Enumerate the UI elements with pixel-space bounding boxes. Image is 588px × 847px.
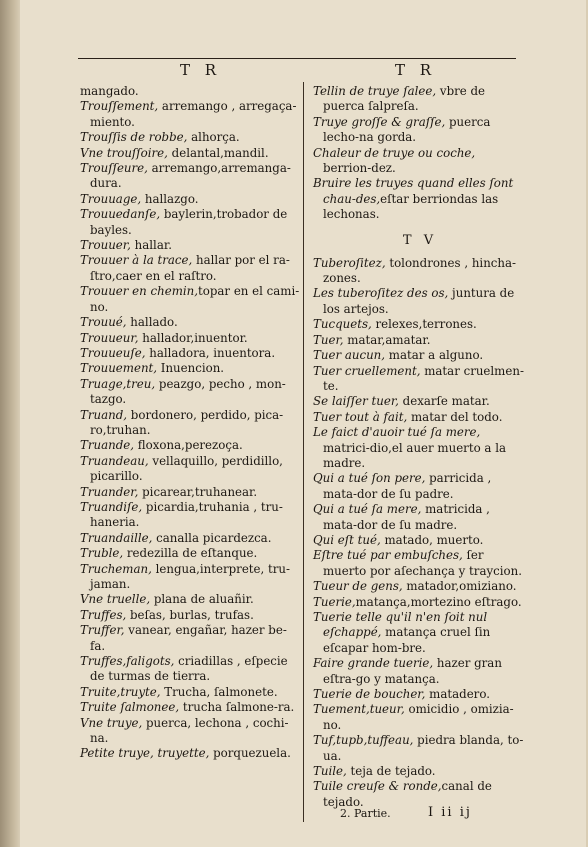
dictionary-entry	[80, 608, 300, 623]
entry-headword: Tuile creuſe & ronde,	[313, 779, 442, 794]
signature-mark: I ii ij	[428, 805, 472, 820]
dictionary-entry	[80, 161, 300, 192]
dictionary-entry	[80, 716, 300, 747]
header-rule	[78, 58, 516, 59]
entry-headword: Chaleur de truye ou coche,	[313, 145, 476, 160]
entry-definition: hallado.	[126, 315, 178, 330]
dictionary-entry	[313, 579, 527, 594]
entry-headword: Trouſſeure,	[80, 161, 148, 176]
entry-definition: topar en el cami-no.	[90, 284, 300, 314]
entry-headword: Trouuedanſe,	[80, 207, 161, 222]
entry-headword: Truand,	[80, 407, 128, 422]
entry-definition: hallar.	[130, 238, 172, 253]
entry-headword: Tuile,	[313, 764, 347, 779]
dictionary-entry	[80, 207, 300, 238]
dictionary-entry	[80, 746, 300, 761]
entry-definition: hallazgo.	[141, 191, 199, 206]
entry-definition: vbre de puerca ſalpreſa.	[323, 84, 486, 114]
entry-headword: Trouuer en chemin,	[80, 284, 198, 299]
entry-definition: matrici-dio,el auer muerto a la madre.	[323, 440, 507, 470]
entry-headword: Les tuberoſitez des os,	[313, 286, 449, 301]
entry-headword: Vne trouſſoire,	[80, 145, 168, 160]
entry-headword: Tucquets,	[313, 317, 372, 332]
column-divider	[303, 82, 304, 822]
dictionary-entry	[313, 317, 527, 332]
entry-definition: teja de tejado.	[346, 764, 436, 779]
entry-definition: redezilla de eſtanque.	[123, 546, 258, 561]
dictionary-entry	[313, 779, 527, 810]
dictionary-entry	[313, 146, 527, 177]
dictionary-entry	[80, 454, 300, 485]
entry-definition: omicidio , omizia-no.	[323, 702, 514, 732]
entry-headword: Tuerie telle qu'il n'en ſoit nul eſchappé,	[313, 610, 488, 640]
entry-headword: Truffes,	[80, 607, 127, 622]
entry-definition: picarear,truhanear.	[138, 484, 258, 499]
entry-headword: Trouuement,	[80, 361, 158, 376]
entry-headword: Truandaille,	[80, 530, 153, 545]
entry-headword: Tuer cruellement,	[313, 363, 421, 378]
entry-definition: beſas, burlas, trufas.	[126, 607, 254, 622]
entry-headword: Trucheman,	[80, 561, 152, 576]
dictionary-entry	[80, 331, 300, 346]
entry-headword: Faire grande tuerie,	[313, 656, 434, 671]
dictionary-entry	[313, 115, 527, 146]
entry-definition: dexarſe matar.	[398, 394, 490, 409]
entry-definition: puerca lecho-na gorda.	[323, 114, 491, 145]
entry-headword: Tuerie de boucher,	[313, 687, 426, 702]
entry-definition: arremango,arremanga-dura.	[90, 161, 291, 191]
entry-headword: Qui a tué ſon pere,	[313, 471, 426, 486]
dictionary-entry	[80, 99, 300, 130]
section-header-tv: T V	[402, 232, 438, 248]
entry-definition: tolondrones , hincha-zones.	[323, 255, 517, 286]
entry-headword: Eſtre tué par embuſches,	[313, 548, 463, 563]
dictionary-entry	[313, 333, 527, 348]
left-column-header: T R	[180, 61, 222, 79]
dictionary-entry	[80, 592, 300, 607]
entry-headword: Vne truye,	[80, 715, 143, 730]
right-column-header: T R	[395, 61, 437, 79]
entry-headword: Tuberoſitez,	[313, 255, 386, 270]
dictionary-entry	[313, 471, 527, 502]
dictionary-entry	[313, 656, 527, 687]
dictionary-entry	[313, 425, 527, 471]
entry-headword: Qui eſt tué,	[313, 532, 381, 547]
dictionary-entry	[80, 623, 300, 654]
entry-definition: alhorça.	[187, 130, 240, 145]
dictionary-entry	[313, 394, 527, 409]
dictionary-entry	[80, 546, 300, 561]
entry-definition: parricida , mata-dor de ſu padre.	[323, 471, 492, 501]
entry-definition: halladora, inuentora.	[145, 345, 276, 360]
entry-definition: hallar por el ra-ſtro,caer en el raſtro.	[90, 253, 290, 283]
entry-definition: hallador,inuentor.	[138, 330, 248, 345]
entry-definition: hazer gran eſtra-go y matança.	[323, 656, 502, 686]
dictionary-entry	[80, 253, 300, 284]
entry-definition: matadero.	[425, 687, 490, 702]
dictionary-entry	[80, 346, 300, 361]
entry-headword: Truandeau,	[80, 453, 149, 468]
right-column-entries-tv	[313, 256, 527, 811]
left-column	[80, 84, 300, 762]
dictionary-entry	[313, 595, 527, 610]
entry-headword: Trouſſement,	[80, 99, 159, 114]
dictionary-entry	[80, 485, 300, 500]
entry-definition: porquezuela.	[209, 746, 291, 761]
entry-headword: Truage,treu,	[80, 376, 156, 391]
entry-definition: Inuencion.	[157, 361, 225, 376]
entry-definition: criadillas , eſpecie de turmas de tierra.	[90, 654, 288, 684]
entry-headword: Trouuage,	[80, 191, 142, 206]
dictionary-entry	[313, 256, 527, 287]
dictionary-entry	[313, 702, 527, 733]
dictionary-entry	[313, 548, 527, 579]
dictionary-entry	[313, 533, 527, 548]
entry-headword: Vne truelle,	[80, 592, 151, 607]
entry-definition: matar del todo.	[407, 409, 503, 424]
dictionary-entry	[80, 685, 300, 700]
entry-headword: Tuer tout à fait,	[313, 409, 408, 424]
entry-definition: mangado.	[80, 84, 139, 98]
entry-headword: Le faict d'auoir tué ſa mere,	[313, 425, 481, 440]
entry-definition: floxona,perezoça.	[134, 438, 243, 453]
entry-definition: vanear, engañar, hazer be-fa.	[90, 623, 287, 653]
entry-definition: lengua,interprete, tru-jaman.	[90, 561, 290, 591]
entry-definition: juntura de los artejos.	[323, 286, 515, 316]
entry-definition: puerca, lechona , cochi-na.	[90, 715, 289, 746]
entry-headword: Trouſſis de robbe,	[80, 130, 188, 145]
entry-headword: Truble,	[80, 546, 124, 561]
entry-headword: Trouué,	[80, 315, 127, 330]
entry-definition: matado, muerto.	[380, 532, 484, 547]
entry-definition: eſtar berriondas las lechonas.	[323, 191, 499, 222]
entry-headword: Tuf,tupb,tuffeau,	[313, 733, 414, 748]
dictionary-entry	[80, 315, 300, 330]
entry-headword: Truandiſe,	[80, 499, 143, 514]
entry-definition: berrion-dez.	[323, 161, 396, 176]
entry-definition: delantal,mandil.	[167, 145, 269, 160]
entry-definition: matança cruel ſin eſcapar hom-bre.	[323, 625, 491, 655]
dictionary-entry	[80, 377, 300, 408]
entry-definition: canal de tejado.	[323, 779, 492, 809]
entry-definition: relexes,terrones.	[371, 317, 477, 332]
dictionary-entry	[313, 764, 527, 779]
entry-headword: Tuement,tueur,	[313, 702, 405, 717]
dictionary-entry	[80, 130, 300, 145]
entry-headword: Truite,truyte,	[80, 684, 161, 699]
entry-definition: matar,amatar.	[343, 332, 431, 347]
right-column-entries-tr	[313, 84, 527, 223]
entry-definition: ſer muerto por aſechança y traycion.	[323, 548, 522, 578]
entry-definition: matar a alguno.	[385, 348, 484, 363]
entry-headword: Trouueur,	[80, 330, 139, 345]
dictionary-entry	[80, 361, 300, 376]
dictionary-entry	[80, 500, 300, 531]
entry-definition: trucha ſalmone-ra.	[179, 700, 295, 715]
entry-definition: matar cruelmen-te.	[323, 363, 524, 393]
dictionary-entry	[80, 146, 300, 161]
entry-headword: Truite ſalmonee,	[80, 700, 180, 715]
dictionary-entry	[80, 84, 300, 99]
entry-headword: Se laiſſer tuer,	[313, 394, 399, 409]
entry-headword: Tuer,	[313, 332, 344, 347]
dictionary-entry	[80, 438, 300, 453]
dictionary-entry	[313, 610, 527, 656]
entry-headword: Truander,	[80, 484, 139, 499]
entry-headword: Truande,	[80, 438, 135, 453]
dictionary-page	[20, 0, 586, 847]
entry-headword: Trouueuſe,	[80, 345, 146, 360]
entry-headword: Tueur de gens,	[313, 579, 403, 594]
dictionary-entry	[80, 408, 300, 439]
entry-definition: matança,mortezino eſtrago.	[355, 594, 522, 609]
entry-definition: picardia,truhania , tru-haneria.	[90, 499, 283, 530]
entry-headword: Truffer,	[80, 623, 125, 638]
dictionary-entry	[80, 654, 300, 685]
dictionary-entry	[313, 348, 527, 363]
right-column	[313, 84, 527, 810]
entry-headword: Tuer aucun,	[313, 348, 386, 363]
dictionary-entry	[313, 410, 527, 425]
entry-headword: Truye groſſe & graſſe,	[313, 114, 446, 129]
entry-definition: piedra blanda, to-ua.	[323, 733, 524, 763]
entry-definition: baylerin,trobador de bayles.	[90, 207, 288, 237]
dictionary-entry	[313, 733, 527, 764]
dictionary-entry	[313, 176, 527, 222]
dictionary-entry	[80, 531, 300, 546]
dictionary-entry	[80, 284, 300, 315]
dictionary-entry	[80, 562, 300, 593]
entry-definition: matador,omiziano.	[402, 579, 517, 594]
entry-headword: Trouuer à la trace,	[80, 253, 193, 268]
entry-headword: Qui a tué ſa mere,	[313, 502, 422, 517]
dictionary-entry	[313, 286, 527, 317]
entry-definition: arremango , arregaça-miento.	[90, 99, 297, 129]
page-footer-part: 2. Partie.	[340, 807, 391, 820]
entry-definition: bordonero, perdido, pica-ro,truhan.	[90, 407, 284, 437]
dictionary-entry	[80, 700, 300, 715]
entry-headword: Trouuer,	[80, 238, 131, 253]
entry-definition: peazgo, pecho , mon-tazgo.	[90, 376, 286, 407]
entry-headword: Truffes,faligots,	[80, 654, 175, 669]
dictionary-entry	[80, 192, 300, 207]
entry-headword: Petite truye, truyette,	[80, 746, 210, 761]
dictionary-entry	[80, 238, 300, 253]
dictionary-entry	[313, 687, 527, 702]
entry-headword: Tuerie,	[313, 594, 356, 609]
entry-definition: matricida , mata-dor de ſu madre.	[323, 502, 490, 532]
entry-definition: canalla picardezca.	[152, 530, 272, 545]
dictionary-entry	[313, 84, 527, 115]
entry-headword: Bruire les truyes quand elles ſont chau-des,	[313, 176, 514, 206]
dictionary-entry	[313, 502, 527, 533]
entry-definition: plana de aluañir.	[150, 592, 254, 607]
entry-definition: vellaquillo, perdidillo, picarillo.	[90, 453, 283, 484]
dictionary-entry	[313, 364, 527, 395]
entry-headword: Tellin de truye ſalee,	[313, 84, 437, 98]
entry-definition: Trucha, ſalmonete.	[160, 684, 278, 699]
